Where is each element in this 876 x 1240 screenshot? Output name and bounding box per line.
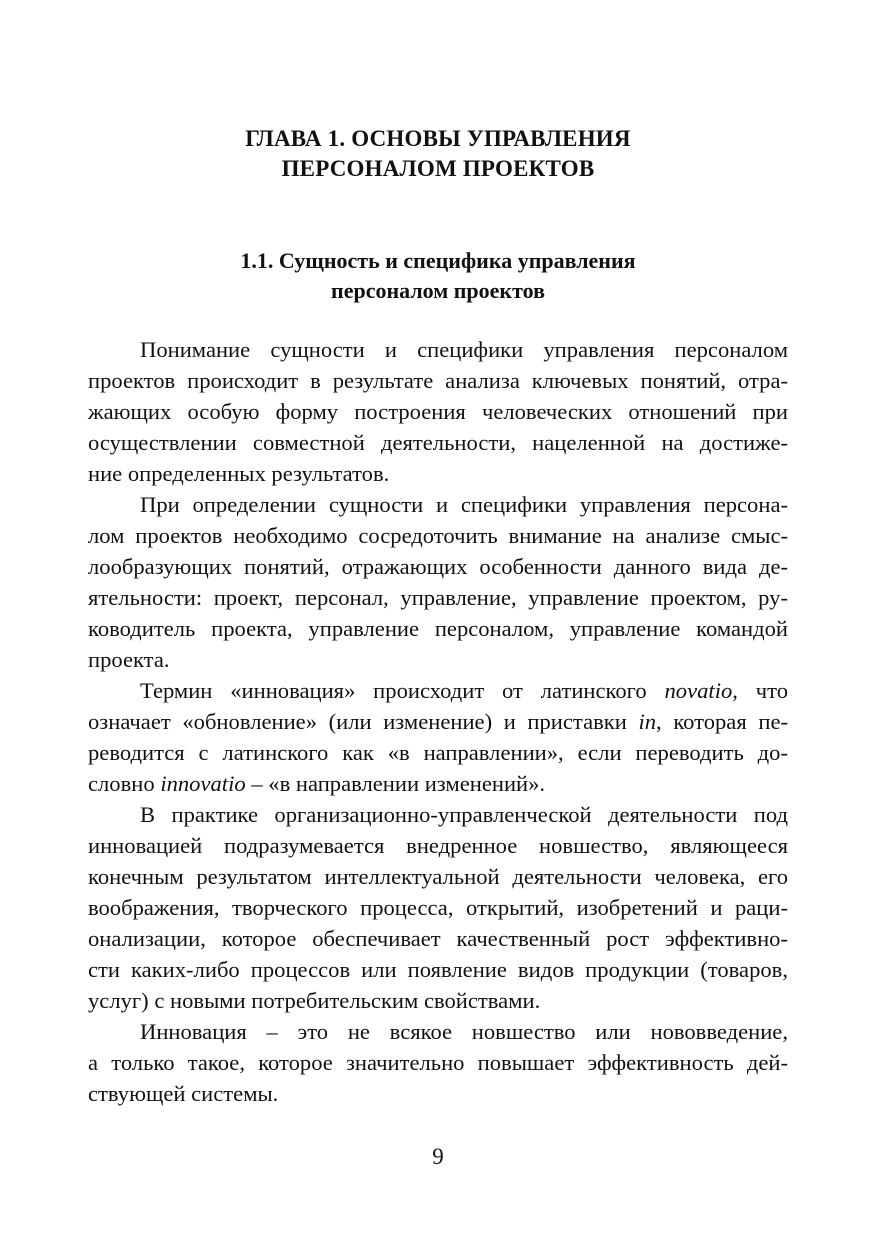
- text-line: В практике организационно-управленческой деятельности под: [140, 802, 788, 827]
- text-line: [88, 675, 788, 706]
- section-title-line-2: персоналом проектов: [331, 278, 545, 303]
- text-fragment: , которая пе-: [656, 709, 788, 734]
- paragraph-4: [88, 799, 788, 1016]
- text-line: проектов происходит в результате анализа ключевых понятий, отра-: [88, 368, 788, 393]
- text-line: ятельности: проект, персонал, управление, управление проектом, ру-: [88, 585, 788, 610]
- text-fragment: – «в направлении изменений».: [245, 771, 546, 796]
- paragraph-3: [88, 675, 788, 799]
- text-line: сти каких-либо процессов или появление видов продукции (товаров,: [88, 957, 788, 982]
- text-fragment: , что: [732, 678, 788, 703]
- text-line: осуществлении совместной деятельности, нацеленной на достиже-: [88, 430, 788, 455]
- text-line: реводится с латинского как «в направлении», если переводить до-: [88, 740, 788, 765]
- text-line: ководитель проекта, управление персоналом, управление командой: [88, 616, 788, 641]
- chapter-title: [88, 124, 788, 184]
- text-line: ствующей системы.: [88, 1081, 279, 1106]
- text-line: Инновация – это не всякое новшество или нововведение,: [140, 1019, 788, 1044]
- page-number: 9: [432, 1144, 444, 1169]
- text-line: проекта.: [88, 647, 170, 672]
- text-line: жающих особую форму построения человеческих отношений при: [88, 399, 788, 424]
- chapter-title-line-1: ГЛАВА 1. ОСНОВЫ УПРАВЛЕНИЯ: [245, 126, 631, 151]
- paragraph-5: [88, 1016, 788, 1109]
- chapter-title-line-2: ПЕРСОНАЛОМ ПРОЕКТОВ: [281, 156, 595, 181]
- text-line: воображения, творческого процесса, открытий, изобретений и раци-: [88, 895, 788, 920]
- italic-term: innovatio: [160, 771, 246, 796]
- paragraph-2: [88, 489, 788, 675]
- body-text: [88, 334, 788, 1109]
- italic-term: novatio: [664, 678, 733, 703]
- text-fragment: Термин «инновация» происходит от латинского: [140, 678, 665, 703]
- text-line: [88, 768, 788, 799]
- text-line: услуг) с новыми потребительским свойствами.: [88, 988, 541, 1013]
- text-line: инновацией подразумевается внедренное новшество, являющееся: [88, 833, 788, 858]
- text-fragment: означает «обновление» (или изменение) и приставки: [88, 709, 639, 734]
- text-line: онализации, которое обеспечивает качественный рост эффективно-: [88, 926, 788, 951]
- text-line: ние определенных результатов.: [88, 461, 390, 486]
- italic-term: in: [638, 709, 657, 734]
- text-line: Понимание сущности и специфики управления персоналом: [140, 337, 788, 362]
- text-line: а только такое, которое значительно повышает эффективность дей-: [88, 1050, 788, 1075]
- text-line: лообразующих понятий, отражающих особенности данного вида де-: [88, 554, 788, 579]
- text-line: [88, 706, 788, 737]
- section-title-line-1: 1.1. Сущность и специфика управления: [240, 248, 636, 273]
- section-title: [88, 246, 788, 306]
- text-line: При определении сущности и специфики управления персона-: [140, 492, 788, 517]
- paragraph-1: [88, 334, 788, 489]
- text-line: лом проектов необходимо сосредоточить внимание на анализе смыс-: [88, 523, 788, 548]
- text-line: конечным результатом интеллектуальной деятельности человека, его: [88, 864, 788, 889]
- document-page: [88, 0, 788, 1240]
- text-fragment: словно: [88, 771, 161, 796]
